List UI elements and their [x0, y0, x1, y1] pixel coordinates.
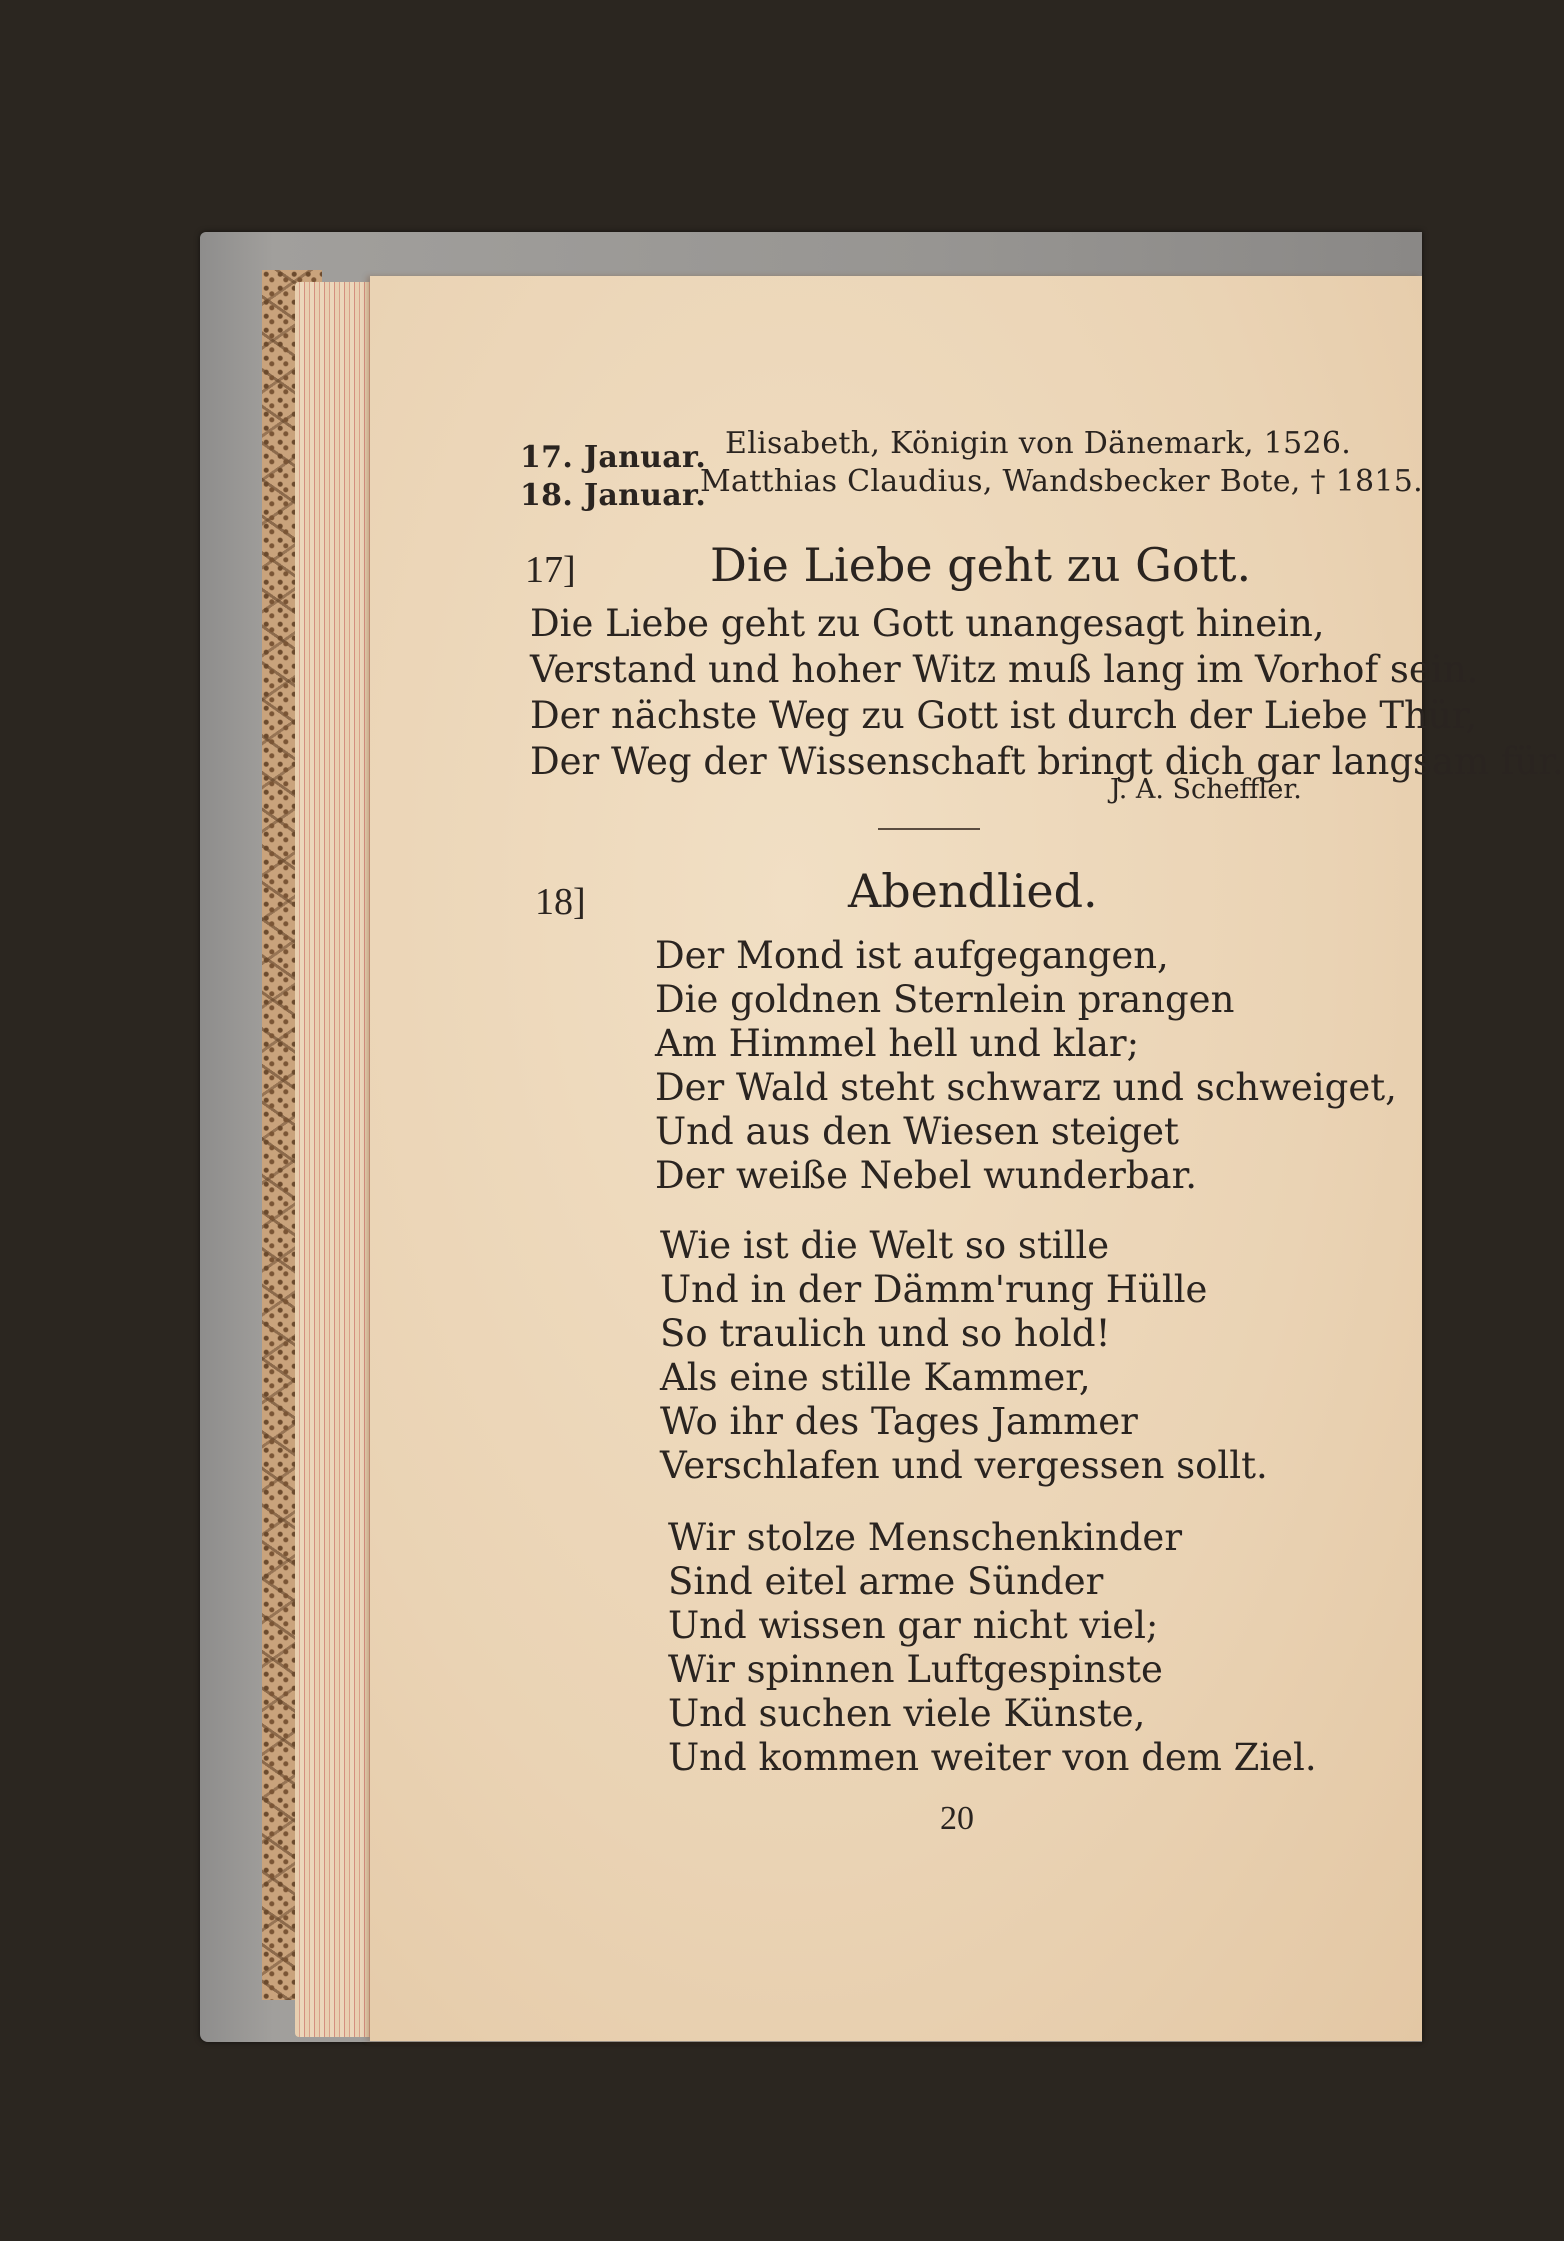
poem-line: Und suchen viele Künste,	[668, 1692, 1146, 1735]
poem-line: Und aus den Wiesen steiget	[655, 1110, 1179, 1153]
calendar-entry-text: Matthias Claudius, Wandsbecker Bote, † 1815.	[700, 464, 1424, 499]
poem-line: Die goldnen Sternlein prangen	[655, 978, 1235, 1021]
section-divider	[878, 828, 980, 830]
poem-line: Wir spinnen Luftgespinste	[668, 1648, 1163, 1691]
poem-line: Wir stolze Menschenkinder	[668, 1516, 1183, 1559]
poem-line: Wie ist die Welt so stille	[660, 1224, 1110, 1267]
poem-line: Der Wald steht schwarz und schweiget,	[655, 1066, 1397, 1109]
poem-line: Als eine stille Kammer,	[660, 1356, 1091, 1399]
poem-line: Und in der Dämm'rung Hülle	[660, 1268, 1208, 1311]
poem-line: Und wissen gar nicht viel;	[668, 1604, 1159, 1647]
page-edges	[295, 282, 375, 2037]
page-number: 20	[940, 1800, 974, 1837]
poem-line: Wo ihr des Tages Jammer	[660, 1400, 1138, 1443]
poem-line: Der nächste Weg zu Gott ist durch der Liebe Thür,	[530, 694, 1478, 737]
poem-line: Sind eitel arme Sünder	[668, 1560, 1104, 1603]
poem-line: Verstand und hoher Witz muß lang im Vorhof sein.	[530, 648, 1479, 691]
poem-line: Der Weg der Wissenschaft bringt dich gar langsam für.	[530, 740, 1564, 783]
poem-line: Der Mond ist aufgegangen,	[655, 934, 1169, 977]
poem-number: 18]	[535, 881, 586, 923]
calendar-entry-date: 17. Januar.	[520, 440, 707, 475]
poem-line: Und kommen weiter von dem Ziel.	[668, 1736, 1317, 1779]
poem-line: So traulich und so hold!	[660, 1312, 1111, 1355]
poem-line: Der weiße Nebel wunderbar.	[655, 1154, 1197, 1197]
poem-title: Die Liebe geht zu Gott.	[710, 538, 1252, 592]
poem-line: Die Liebe geht zu Gott unangesagt hinein,	[530, 602, 1325, 645]
poem-line: Verschlafen und vergessen sollt.	[660, 1444, 1268, 1487]
calendar-entry-text: Elisabeth, Königin von Dänemark, 1526.	[725, 426, 1352, 461]
poem-author: J. A. Scheffler.	[1110, 774, 1302, 805]
poem-number: 17]	[525, 549, 576, 591]
calendar-entry-date: 18. Januar.	[520, 478, 707, 513]
poem-title: Abendlied.	[848, 864, 1098, 918]
poem-line: Am Himmel hell und klar;	[655, 1022, 1140, 1065]
